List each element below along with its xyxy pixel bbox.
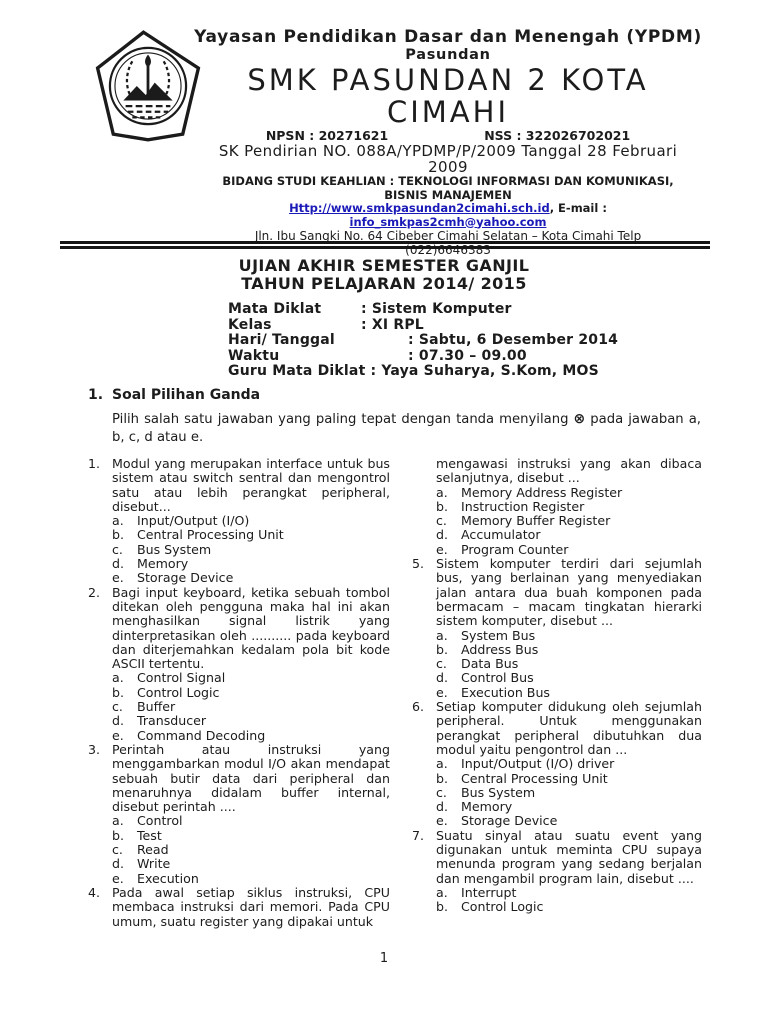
option-letter: e. xyxy=(112,570,124,586)
detail-value: : XI RPL xyxy=(361,316,424,333)
question-text: Suatu sinyal atau suatu event yang digunakan untuk meminta CPU supaya menunda program yang sedang berjalan dan mengambil program lain, disebut .... xyxy=(436,827,702,886)
option-text: Storage Device xyxy=(461,813,558,829)
exam-title xyxy=(0,257,768,292)
study-field-line1: BIDANG STUDI KEAHLIAN : TEKNOLOGI INFORMASI DAN KOMUNIKASI, xyxy=(222,174,674,188)
option-text: Bus System xyxy=(137,541,212,557)
detail-value: : Sistem Komputer xyxy=(361,301,512,317)
question-content xyxy=(436,700,702,829)
email-line xyxy=(188,216,708,230)
study-field-line2: BISNIS MANAJEMEN xyxy=(384,187,512,202)
letterhead-divider xyxy=(60,241,710,249)
foundation-name-line1: Yayasan Pendidikan Dasar dan Menengah (YPDM) xyxy=(194,27,702,47)
option-text: Read xyxy=(137,842,169,858)
question-number xyxy=(412,457,436,557)
question-item xyxy=(412,829,702,915)
option-letter: a. xyxy=(112,513,124,529)
question-text: mengawasi instruksi yang akan dibaca selanjutnya, disebut ... xyxy=(436,456,702,486)
question-text: Modul yang merupakan interface untuk bus sistem atau switch sentral dan mengontrol satu atau lebih perangkat peripheral, disebut... xyxy=(112,456,390,514)
question-text: Sistem komputer terdiri dari sejumlah bus, yang berlainan yang menyediakan jalan antara dua buah komponen pada bermacam – macam tingkatan hierarki sistem komputer, disebut ... xyxy=(436,556,702,629)
option-text: Control xyxy=(137,813,183,829)
option-letter: d. xyxy=(112,856,124,872)
school-logo xyxy=(88,30,208,142)
question-number: 7. xyxy=(412,827,425,843)
question-number: 5. xyxy=(412,556,425,572)
question-number: 2. xyxy=(88,584,101,600)
exam-title-line2: TAHUN PELAJARAN 2014/ 2015 xyxy=(241,273,527,293)
question-content xyxy=(436,829,702,915)
option-text: Memory xyxy=(137,556,189,572)
option-text: Memory Buffer Register xyxy=(461,513,611,529)
detail-class xyxy=(228,318,618,334)
school-ids xyxy=(188,129,708,143)
question-item xyxy=(412,700,702,829)
detail-value: : Yaya Suharya, S.Kom, MOS xyxy=(370,363,599,380)
npsn-number: NPSN : 20271621 xyxy=(265,128,389,143)
option-text: Input/Output (I/O) driver xyxy=(461,756,615,772)
option-text: Memory Address Register xyxy=(461,484,623,500)
option-letter: a. xyxy=(436,756,448,772)
option-letter: b. xyxy=(436,641,448,657)
section-instruction xyxy=(112,411,701,446)
questions-area xyxy=(88,457,702,929)
answer-option xyxy=(112,714,390,728)
option-text: Transducer xyxy=(137,713,207,729)
answer-option xyxy=(436,643,702,657)
detail-label: Hari/ Tanggal xyxy=(228,332,335,349)
question-content xyxy=(112,586,390,743)
question-content xyxy=(112,457,390,586)
question-item xyxy=(412,457,702,557)
answer-option xyxy=(436,886,702,900)
answer-option xyxy=(112,843,390,857)
sk-line2: 2009 xyxy=(428,158,468,176)
option-text: Control Bus xyxy=(461,670,534,686)
answer-option xyxy=(112,814,390,828)
option-text: Execution Bus xyxy=(461,684,550,700)
answer-option xyxy=(436,686,702,700)
option-text: Central Processing Unit xyxy=(137,527,284,543)
option-letter: c. xyxy=(436,656,447,672)
option-letter: b. xyxy=(112,684,124,700)
option-text: Buffer xyxy=(137,699,176,715)
letterhead-text xyxy=(188,28,708,257)
option-text: Execution xyxy=(137,870,199,886)
answer-option xyxy=(436,500,702,514)
detail-value: : 07.30 – 09.00 xyxy=(408,347,527,364)
detail-label: Kelas xyxy=(228,316,272,333)
option-letter: a. xyxy=(112,813,124,829)
question-item xyxy=(88,586,390,743)
foundation-name-line2: Pasundan xyxy=(405,47,491,63)
answer-option xyxy=(112,528,390,542)
question-item xyxy=(88,886,390,929)
question-number: 4. xyxy=(88,884,101,900)
answer-option xyxy=(436,528,702,542)
option-letter: c. xyxy=(436,513,447,529)
option-letter: c. xyxy=(112,842,123,858)
section-number: 1. xyxy=(88,387,104,403)
option-text: Instruction Register xyxy=(461,498,585,514)
option-text: Data Bus xyxy=(461,656,519,672)
question-item xyxy=(88,743,390,886)
option-text: Address Bus xyxy=(461,641,539,657)
option-letter: d. xyxy=(436,670,448,686)
answer-option xyxy=(436,772,702,786)
answer-option xyxy=(112,514,390,528)
answer-option xyxy=(436,800,702,814)
option-letter: b. xyxy=(436,770,448,786)
exam-title-line1: UJIAN AKHIR SEMESTER GANJIL xyxy=(238,256,530,275)
option-letter: a. xyxy=(436,884,448,900)
questions-column-right xyxy=(412,457,702,929)
answer-option xyxy=(436,629,702,643)
option-letter: e. xyxy=(112,870,124,886)
answer-option xyxy=(436,486,702,500)
question-text: Setiap komputer didukung oleh sejumlah peripheral. Untuk menggunakan perangkat peripheral dibutuhkan dua modul yaitu pengontrol dan ... xyxy=(436,699,702,757)
address-line1: Jln. Ibu Sangki No. 64 Cibeber Cimahi Selatan – Kota Cimahi Telp xyxy=(254,229,642,243)
letterhead xyxy=(60,28,708,257)
option-letter: b. xyxy=(436,899,448,915)
question-number: 1. xyxy=(88,456,101,471)
option-letter: a. xyxy=(436,627,448,643)
option-text: Program Counter xyxy=(461,541,569,557)
option-text: Test xyxy=(137,827,162,843)
option-letter: e. xyxy=(436,684,448,700)
answer-option xyxy=(436,514,702,528)
option-text: Accumulator xyxy=(461,527,541,543)
option-letter: d. xyxy=(436,527,448,543)
option-letter: b. xyxy=(112,527,124,543)
answer-option xyxy=(112,729,390,743)
option-letter: b. xyxy=(436,498,448,514)
option-letter: b. xyxy=(112,827,124,843)
exam-details xyxy=(228,302,618,380)
instruction-text-after: pada jawaban a, b, c, d atau e. xyxy=(112,412,701,445)
option-letter: d. xyxy=(436,799,448,815)
question-number: 6. xyxy=(412,699,425,715)
address-line2: (022)6646383 xyxy=(405,243,491,257)
nss-number: NSS : 322026702021 xyxy=(484,128,631,143)
email-label: , E-mail : xyxy=(549,201,607,215)
answer-option xyxy=(112,872,390,886)
option-text: System Bus xyxy=(461,627,536,643)
school-name-line2: CIMAHI xyxy=(386,95,510,129)
option-letter: d. xyxy=(112,556,124,572)
option-letter: a. xyxy=(112,670,124,686)
answer-option xyxy=(112,557,390,571)
detail-subject xyxy=(228,302,618,318)
page-number: 1 xyxy=(379,951,389,966)
option-text: Memory xyxy=(461,799,513,815)
answer-option xyxy=(436,814,702,828)
school-name-line1: SMK PASUNDAN 2 KOTA xyxy=(247,63,649,97)
website-line xyxy=(188,202,708,216)
option-text: Input/Output (I/O) xyxy=(137,513,250,529)
answer-option xyxy=(112,671,390,685)
crossed-circle-icon: ⊗ xyxy=(573,411,586,427)
detail-label: Guru Mata Diklat xyxy=(228,363,366,380)
answer-option xyxy=(112,857,390,871)
option-text: Storage Device xyxy=(137,570,234,586)
sk-line1: SK Pendirian NO. 088A/YPDMP/P/2009 Tanggal 28 Februari xyxy=(218,142,678,160)
option-letter: e. xyxy=(436,541,448,557)
answer-option xyxy=(436,900,702,914)
option-text: Control Logic xyxy=(461,899,544,915)
question-content xyxy=(436,457,702,557)
option-text: Control Signal xyxy=(137,670,226,686)
detail-date xyxy=(228,333,618,349)
section-title: Soal Pilihan Ganda xyxy=(112,387,261,403)
question-content xyxy=(112,886,390,929)
detail-value: : Sabtu, 6 Desember 2014 xyxy=(408,332,619,349)
instruction-text-before: Pilih salah satu jawaban yang paling tepat dengan tanda menyilang xyxy=(112,412,574,427)
question-text: Perintah atau instruksi yang menggambarkan modul I/O akan mendapat sebuah butir data dari peripheral dan menaruhnya didalam buffer internal, disebut perintah .... xyxy=(112,741,390,815)
answer-option xyxy=(436,657,702,671)
answer-option xyxy=(112,829,390,843)
question-item xyxy=(412,557,702,700)
answer-option xyxy=(112,543,390,557)
option-letter: e. xyxy=(436,813,448,829)
detail-label: Mata Diklat xyxy=(228,301,322,317)
option-text: Interrupt xyxy=(461,884,517,900)
option-text: Bus System xyxy=(461,784,536,800)
detail-time xyxy=(228,349,618,365)
question-text: Pada awal setiap siklus instruksi, CPU membaca instruksi dari memori. Pada CPU umum, suatu register yang dipakai untuk xyxy=(112,884,390,929)
option-text: Command Decoding xyxy=(137,727,266,743)
option-letter: c. xyxy=(112,699,123,715)
question-item xyxy=(88,457,390,586)
option-letter: c. xyxy=(112,541,123,557)
answer-option xyxy=(436,543,702,557)
answer-option xyxy=(436,786,702,800)
option-letter: a. xyxy=(436,484,448,500)
answer-option xyxy=(112,686,390,700)
question-content xyxy=(112,743,390,886)
option-text: Central Processing Unit xyxy=(461,770,608,786)
question-content xyxy=(436,557,702,700)
option-letter: e. xyxy=(112,727,124,743)
answer-option xyxy=(436,757,702,771)
answer-option xyxy=(436,671,702,685)
option-text: Control Logic xyxy=(137,684,220,700)
questions-column-left xyxy=(88,457,390,929)
section-heading xyxy=(88,387,260,403)
detail-teacher xyxy=(228,364,618,380)
email-link[interactable]: info_smkpas2cmh@yahoo.com xyxy=(349,214,547,229)
option-letter: d. xyxy=(112,713,124,729)
detail-label: Waktu xyxy=(228,347,280,364)
question-number: 3. xyxy=(88,741,101,757)
answer-option xyxy=(112,700,390,714)
option-text: Write xyxy=(137,856,171,872)
answer-option xyxy=(112,571,390,585)
website-link[interactable]: Http://www.smkpasundan2cimahi.sch.id xyxy=(289,201,550,215)
option-letter: c. xyxy=(436,784,447,800)
question-text: Bagi input keyboard, ketika sebuah tombol ditekan oleh pengguna maka hal ini akan menghasilkan signal listrik yang dinterpretasikan oleh .......... pada keyboard dan diterjemahkan kedalam pola bit kode ASCII tertentu. xyxy=(112,584,390,672)
pentagon-emblem-icon xyxy=(88,30,208,142)
